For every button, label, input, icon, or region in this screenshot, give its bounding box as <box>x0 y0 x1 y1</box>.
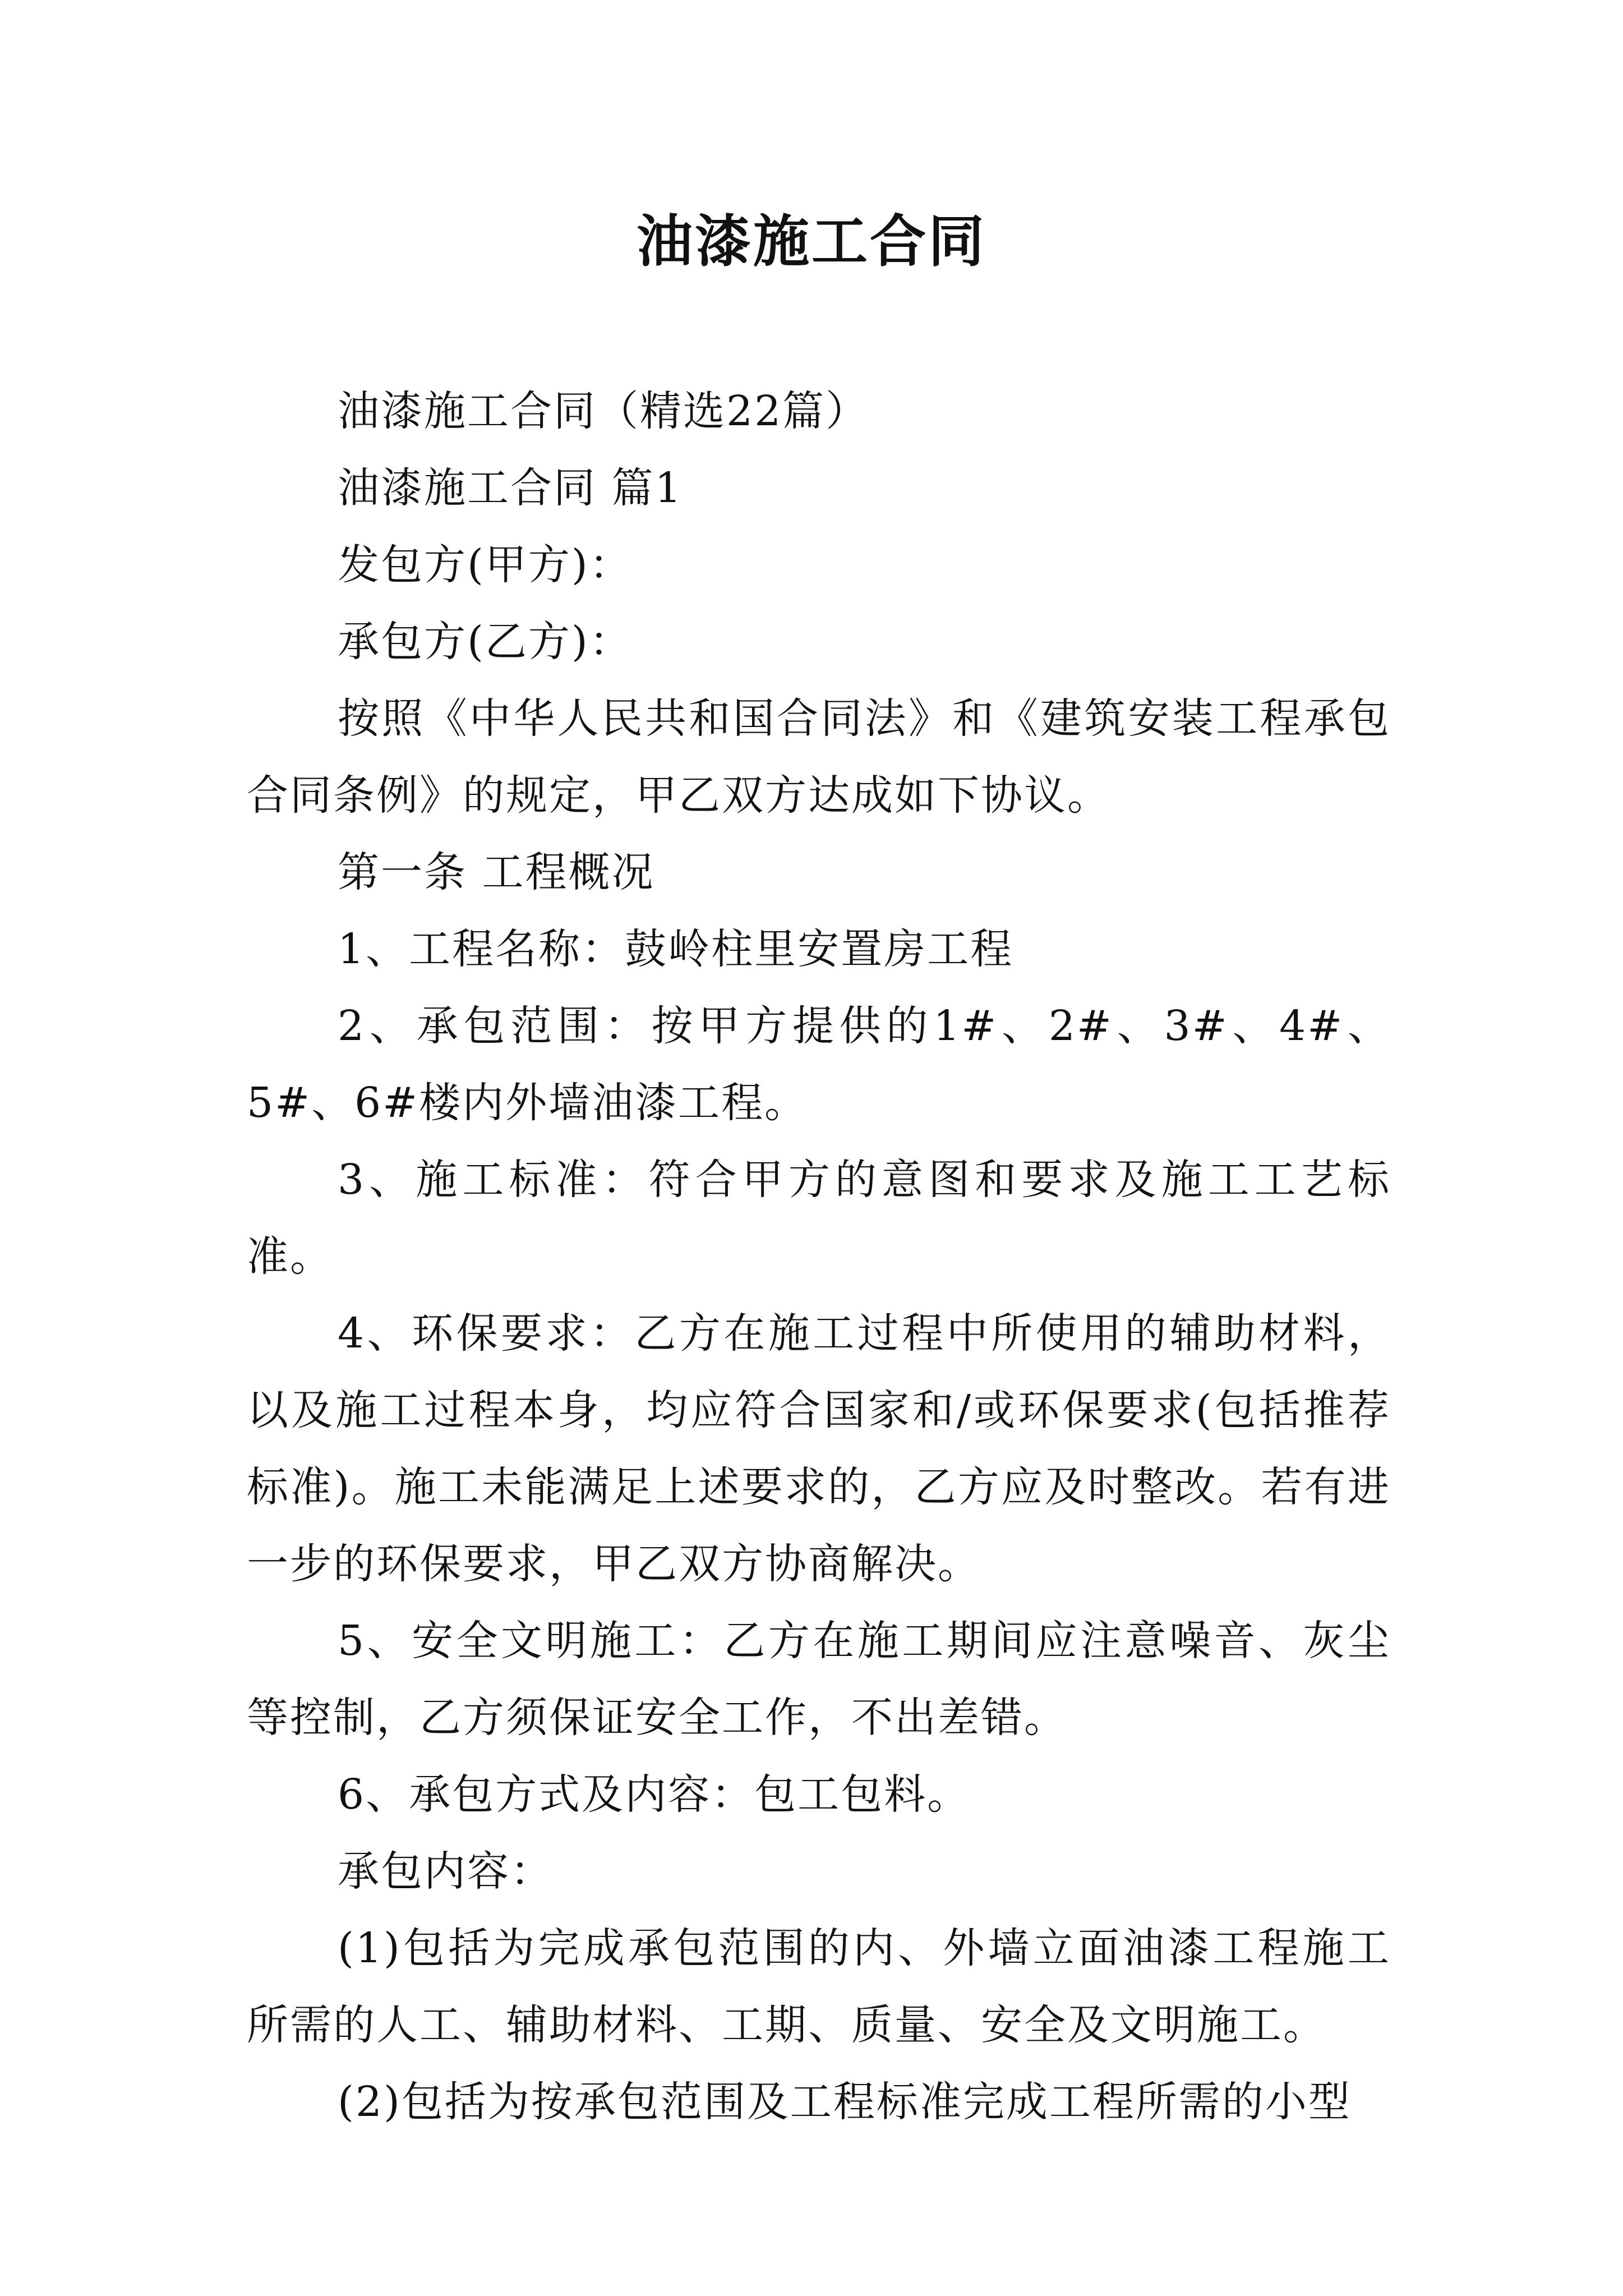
paragraph: 按照《中华人民共和国合同法》和《建筑安装工程承包合同条例》的规定，甲乙双方达成如下协议。 <box>247 694 1391 820</box>
paragraph: 4、环保要求：乙方在施工过程中所使用的辅助材料，以及施工过程本身，均应符合国家和/或环保要求(包括推荐标准)。施工未能满足上述要求的，乙方应及时整改。若有进一步的环保要求，甲乙双方协商解决。 <box>247 1309 1391 1588</box>
paragraph: 2、承包范围：按甲方提供的1#、2#、3#、4#、5#、6#楼内外墙油漆工程。 <box>247 1002 1391 1127</box>
paragraph: 5、安全文明施工：乙方在施工期间应注意噪音、灰尘等控制，乙方须保证安全工作，不出差错。 <box>247 1617 1391 1742</box>
paragraph: 6、承包方式及内容：包工包料。 <box>338 1770 971 1819</box>
paragraph: (2)包括为按承包范围及工程标准完成工程所需的小型 <box>338 2078 1352 2126</box>
paragraph: 油漆施工合同（精选22篇） <box>338 387 869 435</box>
paragraph: 油漆施工合同 篇1 <box>338 464 683 512</box>
paragraph: 承包内容： <box>338 1847 554 1895</box>
paragraph: 3、施工标准：符合甲方的意图和要求及施工工艺标准。 <box>247 1156 1391 1281</box>
document-title: 油漆施工合同 <box>637 208 986 274</box>
document-body <box>247 373 1391 2141</box>
paragraph: 第一条 工程概况 <box>338 848 655 896</box>
paragraph: 1、工程名称：鼓岭柱里安置房工程 <box>338 925 1014 973</box>
paragraph: (1)包括为完成承包范围的内、外墙立面油漆工程施工所需的人工、辅助材料、工期、质量、安全及文明施工。 <box>247 1924 1391 2049</box>
paragraph: 发包方(甲方)： <box>338 541 633 589</box>
paragraph: 承包方(乙方)： <box>338 618 633 666</box>
